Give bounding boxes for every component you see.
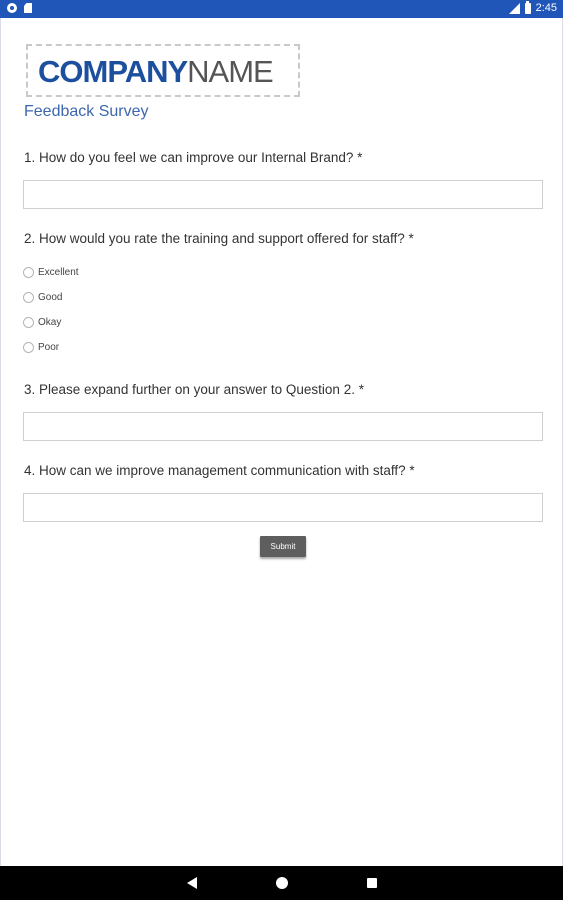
sd-card-icon — [24, 3, 32, 13]
question-1-input[interactable] — [23, 180, 543, 209]
submit-button[interactable]: Submit — [260, 536, 306, 557]
radio-button[interactable] — [23, 292, 34, 303]
battery-icon — [525, 3, 531, 14]
question-3-input[interactable] — [23, 412, 543, 441]
notification-dot-icon — [7, 3, 17, 13]
question-4-label: 4. How can we improve management communication with staff? * — [24, 463, 415, 478]
question-2-label: 2. How would you rate the training and support offered for staff? * — [24, 231, 414, 246]
radio-button[interactable] — [23, 342, 34, 353]
company-logo — [26, 44, 300, 97]
radio-label: Okay — [38, 317, 62, 328]
question-1-label: 1. How do you feel we can improve our Internal Brand? * — [24, 150, 363, 165]
radio-option-poor[interactable] — [23, 342, 59, 353]
radio-label: Excellent — [38, 267, 79, 278]
radio-button[interactable] — [23, 267, 34, 278]
question-3-label: 3. Please expand further on your answer to Question 2. * — [24, 382, 364, 397]
survey-title: Feedback Survey — [24, 103, 149, 120]
status-time: 2:45 — [535, 2, 557, 14]
signal-icon — [509, 3, 520, 14]
radio-label: Good — [38, 292, 63, 303]
back-icon[interactable] — [187, 877, 197, 889]
radio-button[interactable] — [23, 317, 34, 328]
radio-label: Poor — [38, 342, 60, 353]
question-4-input[interactable] — [23, 493, 543, 522]
navigation-bar — [0, 866, 563, 900]
status-bar — [0, 0, 563, 18]
recents-icon[interactable] — [367, 878, 377, 888]
radio-option-good[interactable] — [23, 292, 62, 303]
radio-option-excellent[interactable] — [23, 267, 79, 278]
logo-name-text: NAME — [187, 54, 273, 89]
logo-company-text: COMPANY — [38, 54, 188, 89]
survey-page — [0, 18, 563, 866]
radio-option-okay[interactable] — [23, 317, 61, 328]
home-icon[interactable] — [276, 877, 288, 889]
